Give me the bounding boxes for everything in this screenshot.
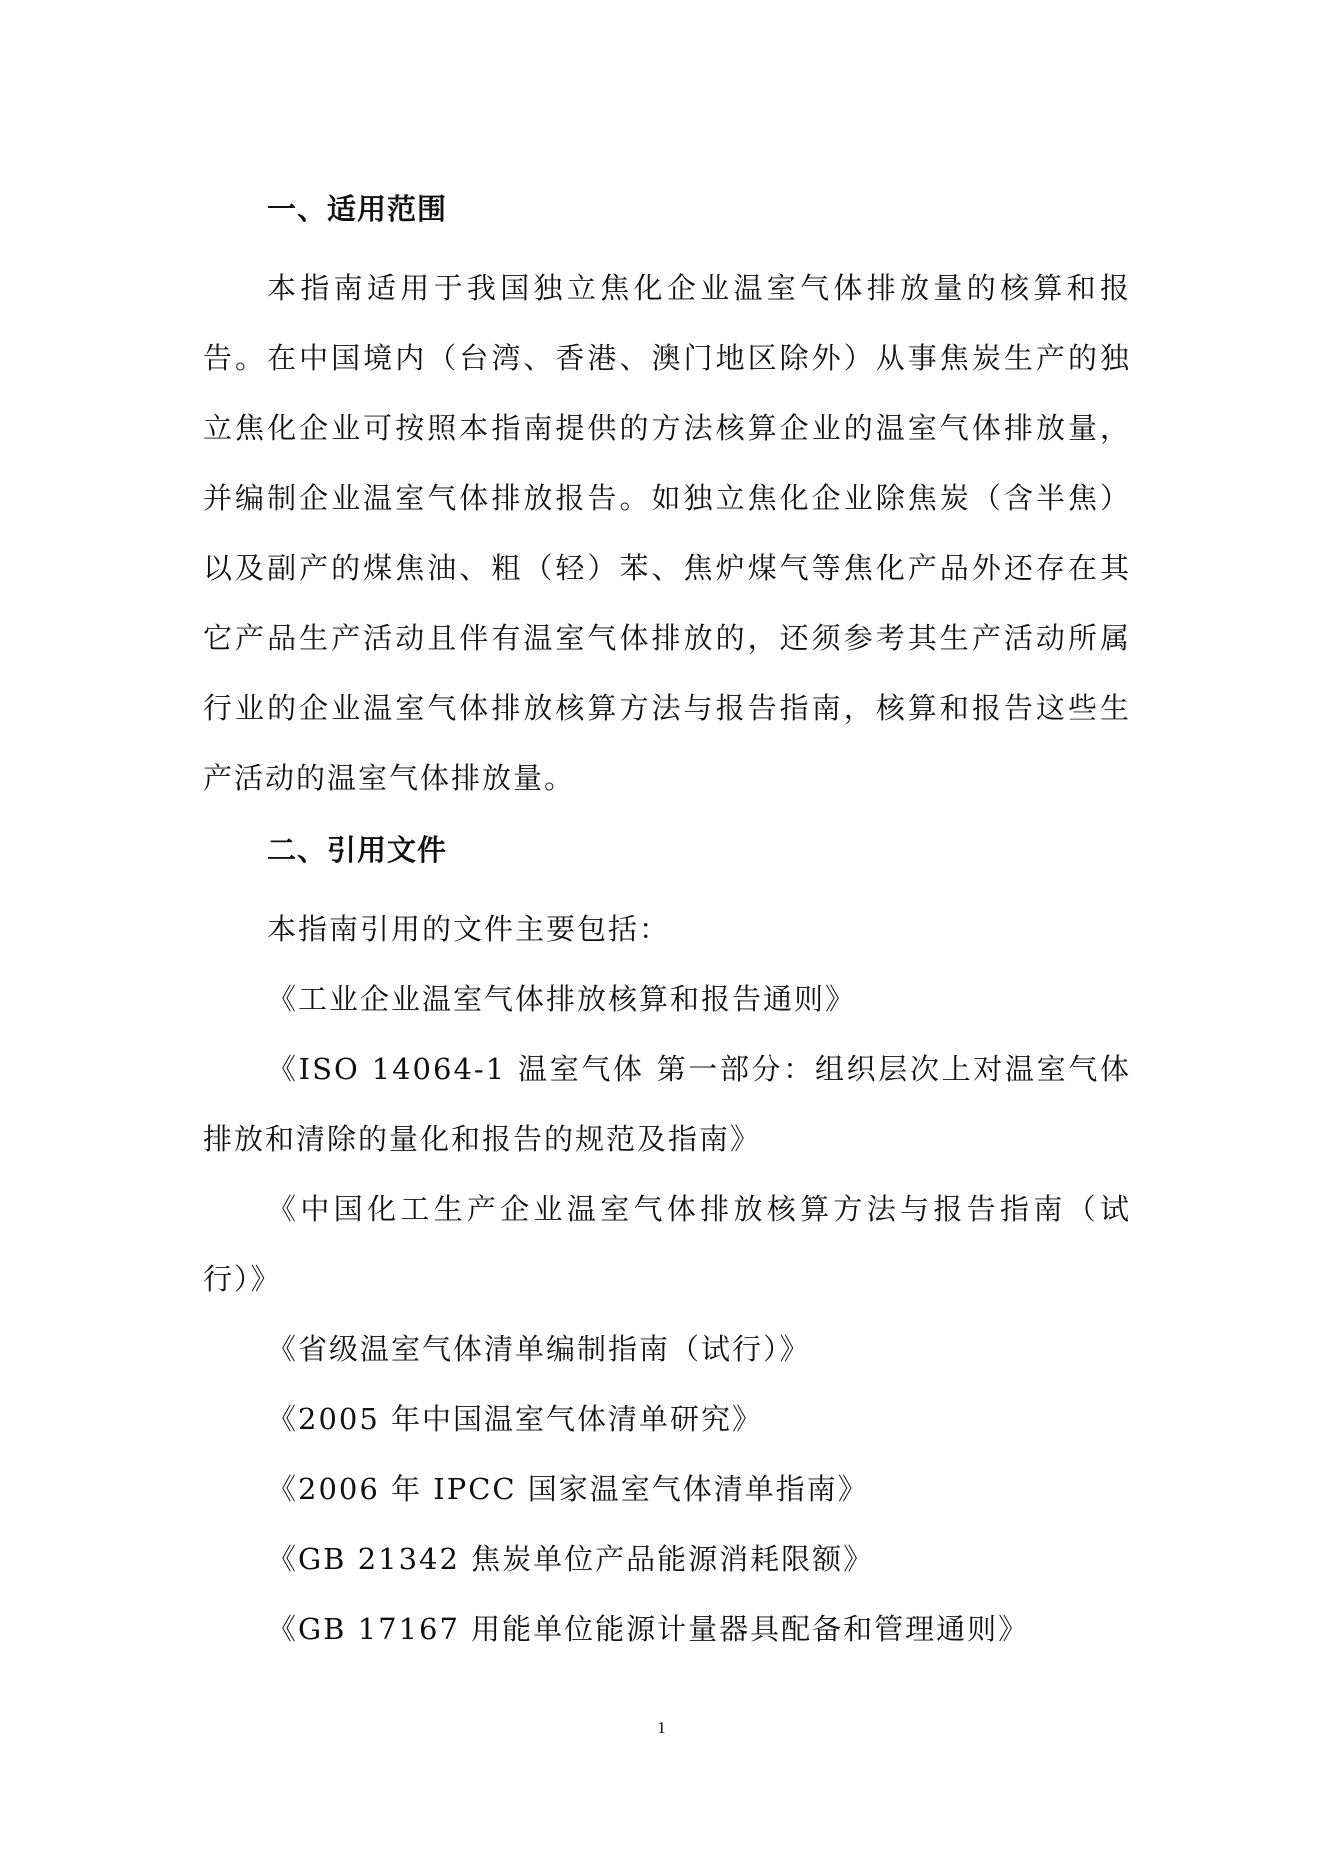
reference-item: 《2006 年 IPCC 国家温室气体清单指南》 — [267, 1472, 869, 1506]
section-heading-scope: 一、适用范围 — [267, 192, 448, 226]
reference-item: 《中国化工生产企业温室气体排放核算方法与报告指南（试行）》 — [203, 1192, 1131, 1296]
reference-item: 《工业企业温室气体排放核算和报告通则》 — [267, 982, 857, 1016]
references-intro: 本指南引用的文件主要包括： — [267, 912, 671, 946]
reference-item: 《GB 21342 焦炭单位产品能源消耗限额》 — [267, 1542, 875, 1576]
page-number: 1 — [657, 1718, 666, 1737]
reference-list — [203, 964, 1131, 1664]
section-heading-references: 二、引用文件 — [267, 833, 448, 867]
scope-paragraph: 本指南适用于我国独立焦化企业温室气体排放量的核算和报告。在中国境内（台湾、香港、澳门地区除外）从事焦炭生产的独立焦化企业可按照本指南提供的方法核算企业的温室气体排放量，并编制企业温室气体排放报告。如独立焦化企业除焦炭（含半焦）以及副产的煤焦油、粗（轻）苯、焦炉煤气等焦化产品外还存在其它产品生产活动且伴有温室气体排放的，还须参考其生产活动所属行业的企业温室气体排放核算方法与报告指南，核算和报告这些生产活动的温室气体排放量。 — [203, 271, 1131, 795]
reference-item: 《省级温室气体清单编制指南（试行）》 — [267, 1332, 811, 1366]
reference-item: 《GB 17167 用能单位能源计量器具配备和管理通则》 — [267, 1612, 1030, 1646]
reference-item: 《2005 年中国温室气体清单研究》 — [267, 1402, 764, 1436]
reference-item: 《ISO 14064-1 温室气体 第一部分：组织层次上对温室气体排放和清除的量化和报告的规范及指南》 — [203, 1052, 1131, 1156]
page-content — [203, 183, 1131, 1664]
